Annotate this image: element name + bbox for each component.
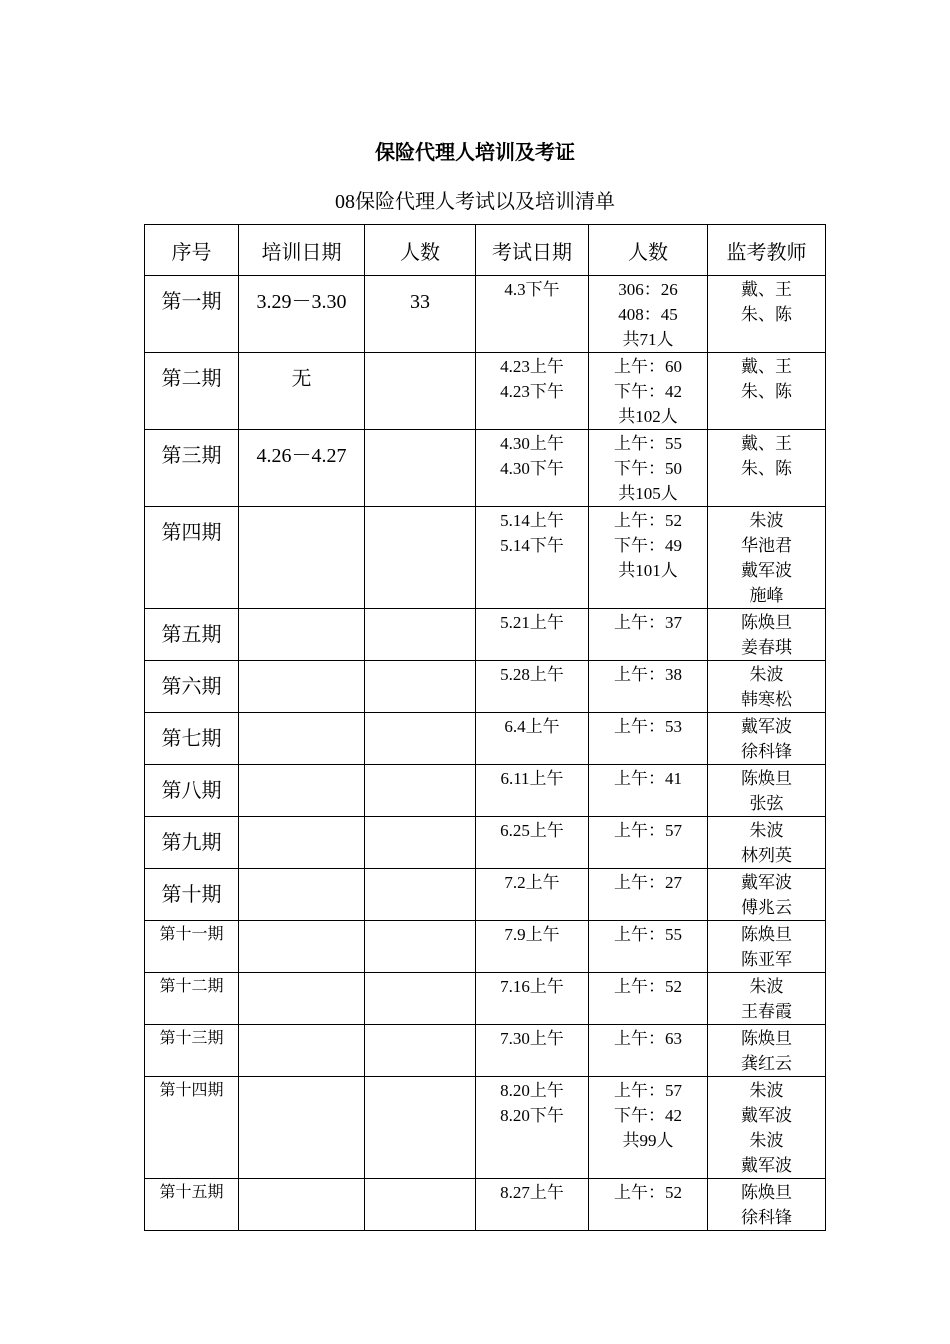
training-count-cell [365,661,476,713]
proctor-line: 陈焕旦 [741,613,792,632]
exam-count-line: 上午：60 [614,357,682,376]
exam-count-cell [589,1025,708,1077]
exam-count-cell [589,276,708,353]
exam-count-line: 408：45 [618,305,678,324]
proctor-line: 韩寒松 [741,690,792,709]
training-date-cell [239,921,365,973]
proctors-cell [708,276,826,353]
training-count-cell [365,353,476,430]
exam-count-line: 上午：55 [614,434,682,453]
exam-count-line: 下午：50 [614,459,682,478]
exam-date-line: 6.4上午 [504,717,560,736]
exam-date-cell [476,1179,589,1231]
training-date-cell [239,661,365,713]
exam-count-cell [589,973,708,1025]
exam-count-line: 上午：38 [614,665,682,684]
exam-date-cell [476,713,589,765]
proctors-cell [708,713,826,765]
proctor-line: 朱波 [749,1131,784,1150]
header-proctors: 监考教师 [708,225,826,276]
exam-date-line: 6.11上午 [500,769,564,788]
exam-count-cell [589,661,708,713]
header-training-date: 培训日期 [239,225,365,276]
exam-date-line: 5.14下午 [500,536,564,555]
exam-date-line: 4.23下午 [500,382,564,401]
exam-count-line: 下午：42 [614,382,682,401]
period-cell: 第十期 [145,869,239,921]
exam-date-line: 5.21上午 [500,613,564,632]
table-row [145,973,826,1025]
training-date-cell [239,1025,365,1077]
training-date-cell [239,869,365,921]
training-count-cell [365,507,476,609]
period-cell: 第六期 [145,661,239,713]
exam-count-line: 下午：42 [614,1106,682,1125]
header-exam-count: 人数 [589,225,708,276]
exam-count-line: 上午：57 [614,821,682,840]
training-count-cell [365,973,476,1025]
proctor-line: 张弦 [749,794,784,813]
exam-count-line: 共71人 [622,330,674,349]
exam-date-cell [476,869,589,921]
period-cell: 第七期 [145,713,239,765]
training-count-cell [365,430,476,507]
exam-date-line: 4.3下午 [504,280,560,299]
document-subtitle: 08保险代理人考试以及培训清单 [335,191,615,213]
period-cell: 第十四期 [145,1077,239,1179]
proctor-line: 朱、陈 [741,459,792,478]
training-date-cell [239,765,365,817]
proctor-line: 朱、陈 [741,305,792,324]
exam-date-line: 7.9上午 [504,925,560,944]
training-date-cell [239,973,365,1025]
period-cell: 第九期 [145,817,239,869]
proctor-line: 王春霞 [741,1002,792,1021]
proctors-cell [708,765,826,817]
exam-count-cell [589,921,708,973]
training-count-cell [365,1025,476,1077]
exam-count-line: 上午：53 [614,717,682,736]
exam-date-cell [476,276,589,353]
training-count-cell [365,1179,476,1231]
proctors-cell [708,609,826,661]
exam-date-line: 5.28上午 [500,665,564,684]
training-date-cell [239,817,365,869]
exam-count-cell [589,430,708,507]
exam-count-cell [589,1077,708,1179]
proctors-cell [708,817,826,869]
proctor-line: 朱波 [749,977,784,996]
exam-count-line: 下午：49 [614,536,682,555]
table-row [145,507,826,609]
table-row [145,1025,826,1077]
exam-date-cell [476,817,589,869]
exam-count-line: 上午：37 [614,613,682,632]
exam-date-line: 7.2上午 [504,873,560,892]
exam-date-line: 4.23上午 [500,357,564,376]
proctor-line: 华池君 [741,536,792,555]
exam-count-line: 上午：52 [614,1183,682,1202]
proctors-cell [708,1077,826,1179]
table-body [145,276,826,1231]
proctor-line: 陈焕旦 [741,769,792,788]
proctor-line: 徐科锋 [741,1208,792,1227]
exam-date-cell [476,430,589,507]
exam-count-cell [589,713,708,765]
table-row [145,609,826,661]
proctors-cell [708,353,826,430]
table-row [145,1077,826,1179]
exam-count-line: 上午：52 [614,511,682,530]
period-cell: 第五期 [145,609,239,661]
period-cell: 第二期 [145,353,239,430]
proctor-line: 陈焕旦 [741,925,792,944]
table-row [145,276,826,353]
training-date-cell [239,1179,365,1231]
proctor-line: 戴军波 [741,1106,792,1125]
table-row [145,765,826,817]
exam-date-cell [476,921,589,973]
training-date-cell [239,609,365,661]
exam-count-line: 上午：27 [614,873,682,892]
document-title: 保险代理人培训及考证 [375,142,575,164]
exam-count-cell [589,869,708,921]
exam-date-cell [476,661,589,713]
training-count-cell [365,609,476,661]
proctors-cell [708,507,826,609]
table-row [145,869,826,921]
table-row [145,713,826,765]
exam-count-line: 共102人 [618,407,678,426]
period-cell: 第三期 [145,430,239,507]
header-exam-date: 考试日期 [476,225,589,276]
exam-count-cell [589,765,708,817]
exam-count-line: 共99人 [622,1131,674,1150]
exam-date-line: 6.25上午 [500,821,564,840]
exam-date-line: 4.30上午 [500,434,564,453]
training-date-cell: 4.26－4.27 [239,430,365,507]
proctor-line: 陈焕旦 [741,1183,792,1202]
exam-count-line: 上午：55 [614,925,682,944]
training-date-cell [239,713,365,765]
exam-date-line: 7.30上午 [500,1029,564,1048]
exam-count-line: 上午：41 [614,769,682,788]
period-cell: 第十二期 [145,973,239,1025]
proctors-cell [708,1179,826,1231]
exam-date-line: 4.30下午 [500,459,564,478]
exam-date-line: 8.20下午 [500,1106,564,1125]
exam-date-cell [476,973,589,1025]
training-count-cell [365,817,476,869]
table-row [145,817,826,869]
training-count-cell [365,713,476,765]
proctor-line: 戴军波 [741,561,792,580]
exam-count-line: 306：26 [618,280,678,299]
proctor-line: 姜春琪 [741,638,792,657]
training-count-cell [365,921,476,973]
proctor-line: 徐科锋 [741,742,792,761]
proctors-cell [708,661,826,713]
exam-count-line: 上午：63 [614,1029,682,1048]
exam-count-cell [589,353,708,430]
exam-date-cell [476,1025,589,1077]
training-exam-table [144,224,826,1231]
exam-date-line: 7.16上午 [500,977,564,996]
exam-count-cell [589,609,708,661]
proctor-line: 施峰 [749,586,784,605]
table-row [145,661,826,713]
exam-date-cell [476,353,589,430]
training-date-cell [239,507,365,609]
period-cell: 第十五期 [145,1179,239,1231]
proctor-line: 陈焕旦 [741,1029,792,1048]
exam-count-cell [589,1179,708,1231]
training-date-cell: 3.29－3.30 [239,276,365,353]
exam-date-cell [476,609,589,661]
training-count-cell [365,765,476,817]
exam-count-line: 共101人 [618,561,678,580]
exam-date-cell [476,765,589,817]
proctors-cell [708,973,826,1025]
exam-count-line: 共105人 [618,484,678,503]
period-cell: 第八期 [145,765,239,817]
exam-count-cell [589,507,708,609]
exam-date-line: 8.27上午 [500,1183,564,1202]
proctor-line: 朱波 [749,821,784,840]
header-training-count: 人数 [365,225,476,276]
training-date-cell: 无 [239,353,365,430]
table-row [145,1179,826,1231]
exam-count-line: 上午：52 [614,977,682,996]
table-row [145,921,826,973]
header-period: 序号 [145,225,239,276]
training-date-cell [239,1077,365,1179]
proctor-line: 朱波 [749,511,784,530]
table-row [145,353,826,430]
period-cell: 第十一期 [145,921,239,973]
proctor-line: 戴军波 [741,873,792,892]
proctors-cell [708,921,826,973]
proctor-line: 戴、王 [741,357,792,376]
training-count-cell: 33 [365,276,476,353]
training-count-cell [365,1077,476,1179]
proctor-line: 林列英 [741,846,792,865]
proctor-line: 戴、王 [741,434,792,453]
period-cell: 第一期 [145,276,239,353]
period-cell: 第四期 [145,507,239,609]
proctor-line: 朱波 [749,665,784,684]
proctor-line: 傅兆云 [741,898,792,917]
proctor-line: 朱波 [749,1081,784,1100]
proctor-line: 陈亚军 [741,950,792,969]
table-header-row [145,225,826,276]
period-cell: 第十三期 [145,1025,239,1077]
proctor-line: 戴军波 [741,717,792,736]
proctor-line: 龚红云 [741,1054,792,1073]
proctor-line: 戴军波 [741,1156,792,1175]
proctor-line: 朱、陈 [741,382,792,401]
exam-date-line: 8.20上午 [500,1081,564,1100]
proctors-cell [708,430,826,507]
table-row [145,430,826,507]
exam-date-line: 5.14上午 [500,511,564,530]
proctors-cell [708,1025,826,1077]
exam-date-cell [476,1077,589,1179]
training-count-cell [365,869,476,921]
exam-count-line: 上午：57 [614,1081,682,1100]
exam-date-cell [476,507,589,609]
exam-count-cell [589,817,708,869]
proctors-cell [708,869,826,921]
proctor-line: 戴、王 [741,280,792,299]
